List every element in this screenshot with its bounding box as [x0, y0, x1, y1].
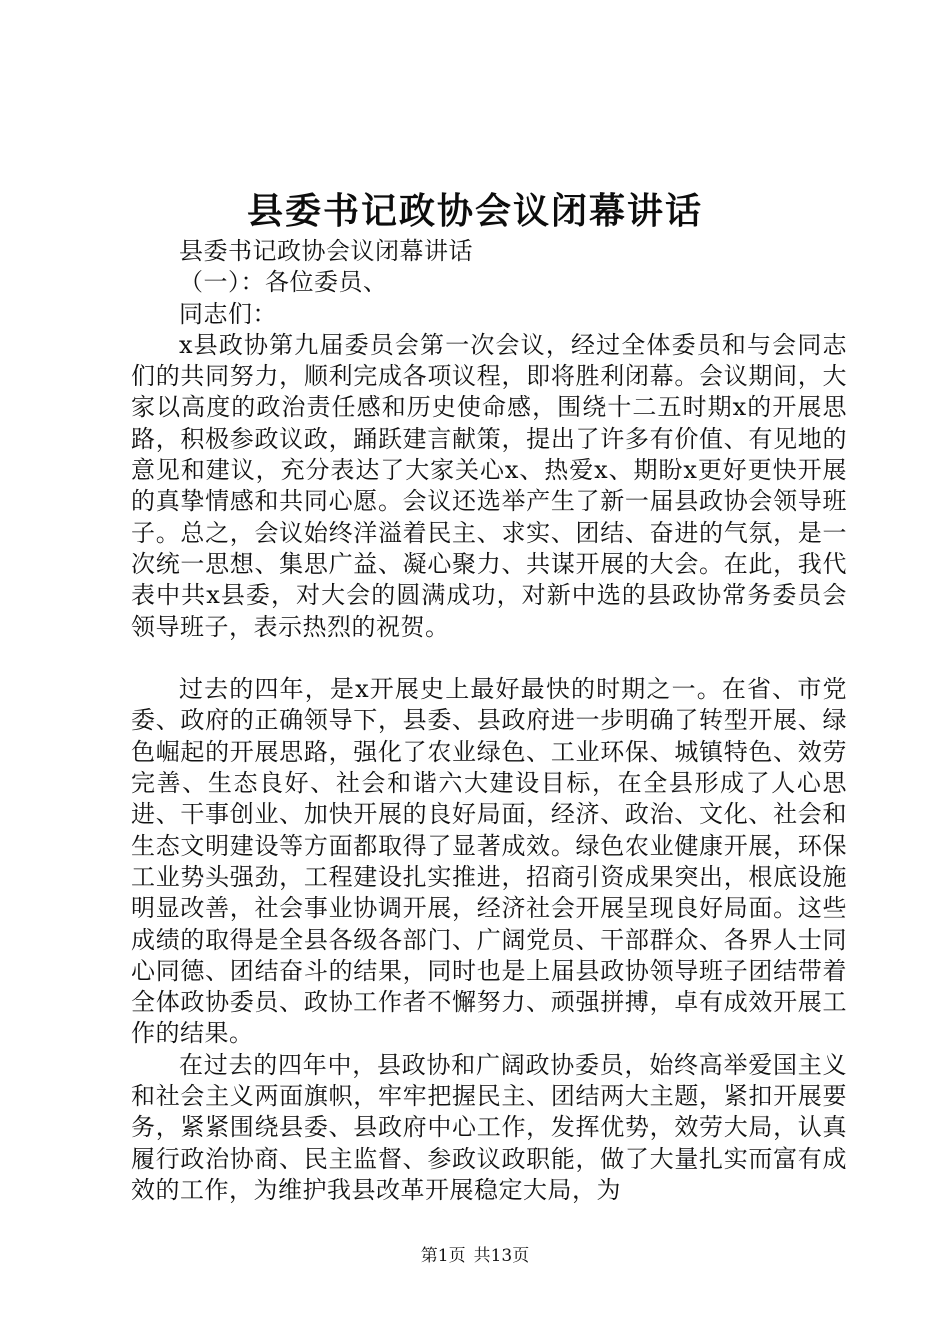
salutation-line: 同志们：: [179, 299, 277, 328]
document-body: [131, 236, 847, 1206]
page-number: 第1页: [420, 1246, 466, 1266]
page-total: 共13页: [473, 1246, 530, 1266]
paragraph-1: x县政协第九届委员会第一次会议，经过全体委员和与会同志们的共同努力，顺利完成各项议程，即将胜利闭幕。会议期间，大家以高度的政治责任感和历史使命感，围绕十二五时期x的开展思路，积极参政议政，踊跃建言献策，提出了许多有价值、有见地的意见和建议，充分表达了大家关心x、热爱x、期盼x更好更快开展的真挚情感和共同心愿。会议还选举产生了新一届县政协会领导班子。总之，会议始终洋溢着民主、求实、团结、奋进的气氛，是一次统一思想、集思广益、凝心聚力、共谋开展的大会。在此，我代表中共x县委，对大会的圆满成功，对新中选的县政协常务委员会领导班子，表示热烈的祝贺。: [131, 330, 847, 641]
page-footer: [0, 1244, 950, 1268]
subtitle-line: 县委书记政协会议闭幕讲话: [179, 237, 473, 265]
paragraph-3: 在过去的四年中，县政协和广阔政协委员，始终高举爱国主义和社会主义两面旗帜，牢牢把握民主、团结两大主题，紧扣开展要务，紧紧围绕县委、县政府中心工作，发挥优势，效劳大局，认真履行政治协商、民主监督、参政议政职能，做了大量扎实而富有成效的工作，为维护我县改革开展稳定大局，为: [131, 1050, 847, 1204]
paragraph-2: 过去的四年，是x开展史上最好最快的时期之一。在省、市党委、政府的正确领导下，县委、县政府进一步明确了转型开展、绿色崛起的开展思路，强化了农业绿色、工业环保、城镇特色、效劳完善、生态良好、社会和谐六大建设目标，在全县形成了人心思进、干事创业、加快开展的良好局面，经济、政治、文化、社会和生态文明建设等方面都取得了显著成效。绿色农业健康开展，环保工业势头强劲，工程建设扎实推进，招商引资成果突出，根底设施明显改善，社会事业协调开展，经济社会开展呈现良好局面。这些成绩的取得是全县各级各部门、广阔党员、干部群众、各界人士同心同德、团结奋斗的结果，同时也是上届县政协领导班子团结带着全体政协委员、政协工作者不懈努力、顽强拼搏，卓有成效开展工作的结果。: [131, 675, 847, 1048]
section-heading-line: （一）：各位委员、: [179, 268, 388, 297]
document-title: 县委书记政协会议闭幕讲话: [246, 190, 703, 232]
